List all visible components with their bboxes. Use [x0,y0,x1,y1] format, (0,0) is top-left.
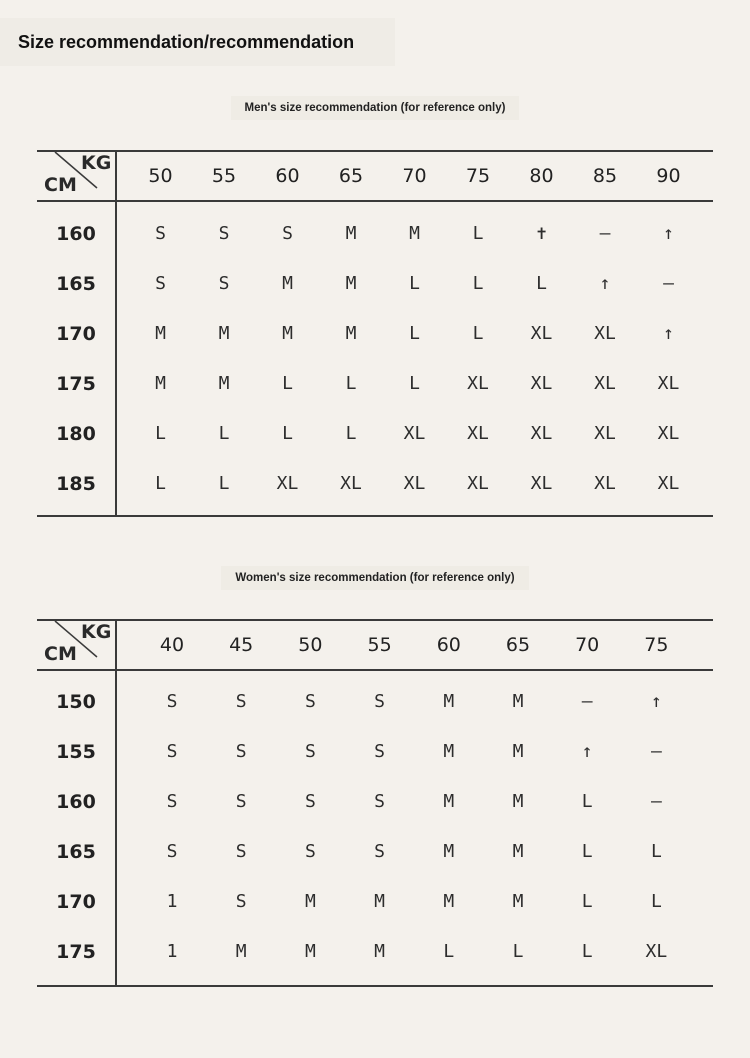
women-size-cell: L [650,891,662,912]
men-top-rule [37,150,713,152]
men-size-cell: S [155,223,166,244]
men-size-cell: L [282,373,293,394]
women-size-cell: 1 [166,891,178,912]
men-size-cell: L [472,223,484,244]
women-size-cell: S [235,791,247,812]
men-weight-header-70: 70 [402,165,427,187]
women-weight-header-65: 65 [505,634,531,656]
men-corner-kg: KG [81,152,112,174]
women-size-cell: M [443,741,455,762]
men-size-cell: — [599,223,611,244]
men-column-divider [115,150,117,517]
men-size-cell: L [409,273,420,294]
men-size-cell: M [218,323,230,344]
men-size-cell: XL [657,373,680,394]
women-size-cell: M [374,941,386,962]
women-height-label-160: 160 [56,791,96,813]
women-bottom-rule [37,985,713,987]
women-size-cell: S [304,841,316,862]
men-size-cell: L [536,273,547,294]
men-size-cell: L [345,423,357,444]
women-size-cell: M [304,891,316,912]
page-title: Size recommendation/recommendation [0,18,395,66]
women-size-cell: S [235,841,247,862]
women-size-cell: 1 [166,941,178,962]
men-size-cell: XL [594,423,616,444]
women-size-cell: S [166,741,178,762]
women-size-cell: S [374,741,386,762]
men-size-cell: XL [594,323,616,344]
women-size-cell: S [304,741,316,762]
women-weight-header-40: 40 [159,634,185,656]
women-size-cell: ↑ [650,691,662,712]
men-height-label-180: 180 [56,423,96,445]
men-size-table [37,150,713,518]
women-height-label-170: 170 [56,891,96,913]
women-size-cell: M [512,741,524,762]
women-size-cell: ↑ [581,741,593,762]
men-size-cell: XL [594,473,616,494]
men-corner-cm: CM [44,174,77,196]
women-size-cell: S [235,691,247,712]
men-size-cell: XL [403,423,426,444]
men-size-cell: — [663,273,674,294]
women-size-cell: S [304,791,316,812]
men-size-cell: L [155,473,166,494]
men-size-cell: XL [530,473,553,494]
men-size-cell: XL [657,423,680,444]
women-size-cell: — [581,691,593,712]
men-size-cell: L [472,273,484,294]
women-height-label-155: 155 [56,741,96,763]
men-bottom-rule [37,515,713,517]
men-weight-header-60: 60 [275,165,300,187]
women-size-cell: M [512,891,524,912]
women-column-divider [115,619,117,986]
men-weight-header-75: 75 [465,165,491,187]
men-height-label-160: 160 [56,223,96,245]
men-size-cell: L [472,323,484,344]
women-size-cell: S [166,791,178,812]
women-height-label-150: 150 [56,691,96,713]
men-size-cell: L [218,423,230,444]
men-size-cell: M [345,323,357,344]
women-size-cell: M [443,691,455,712]
women-corner-cell [37,619,115,669]
women-size-cell: S [166,841,178,862]
men-height-label-170: 170 [56,323,96,345]
men-size-cell: XL [530,373,553,394]
men-caption-wrap [0,96,750,120]
men-size-cell: XL [403,473,426,494]
women-caption-wrap [0,566,750,590]
women-weight-header-70: 70 [575,634,600,656]
women-caption: Women's size recommendation (for reference only) [221,566,528,590]
women-size-cell: M [304,941,316,962]
women-weight-header-60: 60 [436,634,461,656]
men-size-cell: XL [467,373,489,394]
men-size-cell: M [155,323,166,344]
men-weight-header-80: 80 [529,165,554,187]
women-size-cell: L [581,841,593,862]
men-corner-cell [37,150,115,200]
men-size-cell: L [282,423,293,444]
women-height-label-175: 175 [56,941,96,963]
men-size-cell: XL [530,323,553,344]
women-size-cell: L [512,941,524,962]
men-size-cell: L [409,323,420,344]
women-size-cell: S [235,741,247,762]
men-weight-header-90: 90 [656,165,681,187]
women-size-cell: M [235,941,247,962]
women-size-cell: — [650,741,662,762]
men-weight-header-85: 85 [592,165,618,187]
women-size-cell: L [581,891,593,912]
women-size-cell: S [374,791,386,812]
men-size-cell: ↑ [599,273,611,294]
men-size-cell: M [282,273,293,294]
women-size-cell: M [512,841,524,862]
men-height-label-165: 165 [56,273,96,295]
men-size-cell: S [218,273,230,294]
men-caption: Men's size recommendation (for reference only) [231,96,520,120]
women-size-cell: XL [645,941,668,962]
women-size-cell: L [443,941,455,962]
women-size-cell: S [166,691,178,712]
men-size-cell: M [282,323,293,344]
men-size-cell: XL [340,473,362,494]
women-size-cell: S [304,691,316,712]
men-size-cell: XL [276,473,299,494]
men-size-cell: S [282,223,293,244]
women-size-cell: M [443,891,455,912]
men-size-cell: M [409,223,420,244]
men-size-cell: L [218,473,230,494]
women-size-cell: M [512,791,524,812]
men-size-cell: L [155,423,166,444]
men-height-label-175: 175 [56,373,96,395]
women-size-cell: S [374,841,386,862]
women-header-rule [37,669,713,671]
men-size-cell: XL [530,423,553,444]
men-size-cell: M [218,373,230,394]
men-size-cell: XL [657,473,680,494]
women-weight-header-55: 55 [367,634,392,656]
women-size-cell: L [581,941,593,962]
men-weight-header-55: 55 [211,165,237,187]
women-size-table [37,619,713,987]
men-size-cell: ✝ [536,223,547,244]
women-weight-header-50: 50 [298,634,323,656]
women-size-cell: S [374,691,386,712]
women-top-rule [37,619,713,621]
women-size-cell: L [650,841,662,862]
women-weight-header-75: 75 [644,634,669,656]
men-size-cell: M [345,273,357,294]
men-size-cell: XL [467,473,489,494]
men-weight-header-50: 50 [148,165,173,187]
women-size-cell: — [650,791,662,812]
women-size-cell: S [235,891,247,912]
men-size-cell: L [409,373,420,394]
men-weight-header-65: 65 [338,165,364,187]
men-size-cell: ↑ [663,323,674,344]
women-corner-cm: CM [44,643,77,665]
men-size-cell: L [345,373,357,394]
men-header-rule [37,200,713,202]
men-size-cell: XL [594,373,616,394]
women-size-cell: M [443,841,455,862]
women-weight-header-45: 45 [229,634,254,656]
women-size-cell: M [512,691,524,712]
men-size-cell: XL [467,423,489,444]
women-size-cell: M [374,891,386,912]
women-corner-kg: KG [81,621,112,643]
men-height-label-185: 185 [56,473,96,495]
women-size-cell: L [581,791,593,812]
men-size-cell: S [218,223,230,244]
men-size-cell: S [155,273,166,294]
men-size-cell: M [155,373,166,394]
men-size-cell: ↑ [663,223,674,244]
women-size-cell: M [443,791,455,812]
men-size-cell: M [345,223,357,244]
women-height-label-165: 165 [56,841,96,863]
